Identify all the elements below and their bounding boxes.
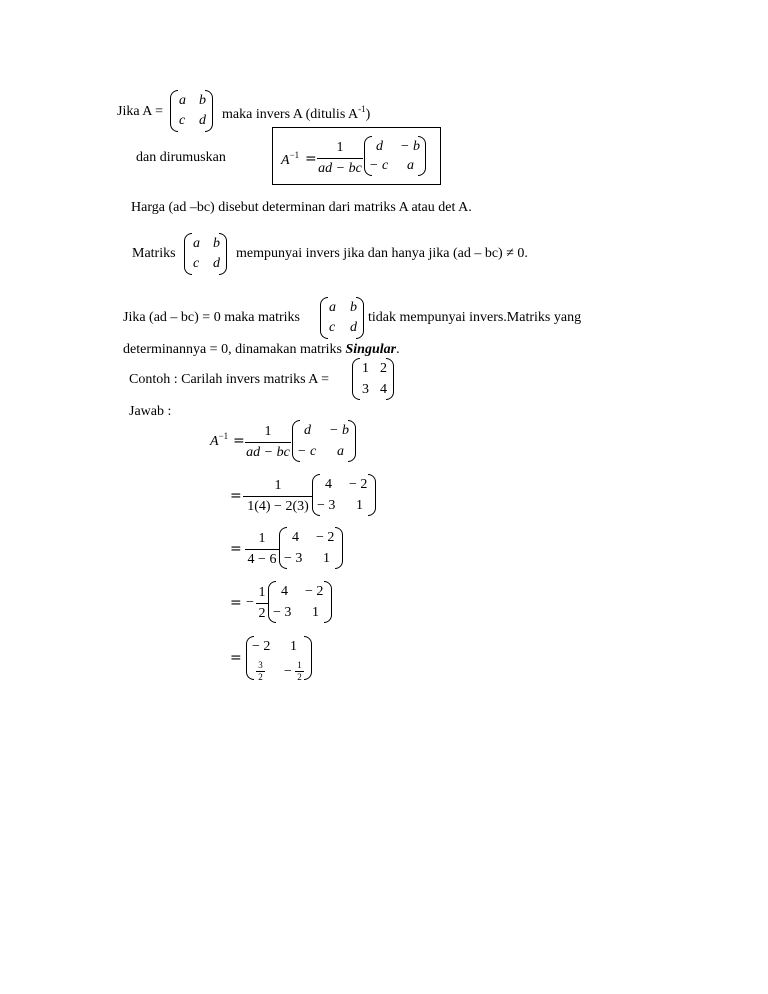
step4-minus: − [246,595,254,610]
answer-label: Jawab : [129,404,172,419]
step3-matrix: 4 − 2 − 3 1 [279,527,343,569]
result-m11: − 2 [252,639,271,654]
formula-A-inv: $A^{-1}$ [281,150,300,168]
example-text: Contoh : Carilah invers matriks A = [129,372,329,387]
cell-d: d [199,113,206,128]
line1-prefix: Jika A = [117,104,164,119]
matrix-abcd [170,90,213,132]
singular-term: Singular [345,342,397,357]
formula-fraction: 1 ad − bc [318,140,362,176]
line1-text: maka invers A (ditulis $A^{-1}$) [222,104,371,122]
step4-fraction: 1 2 [256,586,268,621]
matrix-abcd-2: a b c d [184,233,227,275]
step3-fraction: 1 4 − 6 [245,532,279,567]
result-m21: 3 2 [256,661,265,682]
cell-b: b [199,93,206,108]
result-matrix: − 2 1 3 2 − 1 2 [246,636,312,680]
example-matrix: 1 2 3 4 [352,358,394,400]
result-m22: 1 2 [295,661,304,682]
formula-matrix: d − b − c a [364,136,426,176]
step1-matrix: d − b − c a [292,420,356,462]
cell-a: a [179,93,186,108]
result-m12: 1 [290,639,297,654]
step4-matrix: 4 − 2 − 3 1 [268,581,332,623]
line4-prefix: Matriks [132,246,176,261]
step1-fraction: 1 ad − bc [246,424,290,460]
line4-suffix: mempunyai invers jika dan hanya jika (ad – bc) ≠ 0. [236,246,528,261]
line2-label: dan dirumuskan [136,150,226,165]
line5-prefix: Jika (ad – bc) = 0 maka matriks [123,310,301,325]
step2-matrix: 4 − 2 − 3 1 [312,474,376,516]
matrix-abcd-3: a b c d [320,297,364,339]
singular-sentence: determinannya = 0, dinamakan matriks Singular. [123,342,400,357]
determinant-sentence: Harga (ad –bc) disebut determinan dari matriks A atau det A. [131,200,472,215]
cell-c: c [179,113,186,128]
formula-box: $A^{-1}$ = 1 ad − bc d − b − c a [272,127,441,185]
line5-suffix: tidak mempunyai invers.Matriks yang [368,310,582,325]
step2-fraction: 1 1(4) − 2(3) [243,479,313,514]
step1-A-inv: $A^{-1}$ [210,431,229,449]
